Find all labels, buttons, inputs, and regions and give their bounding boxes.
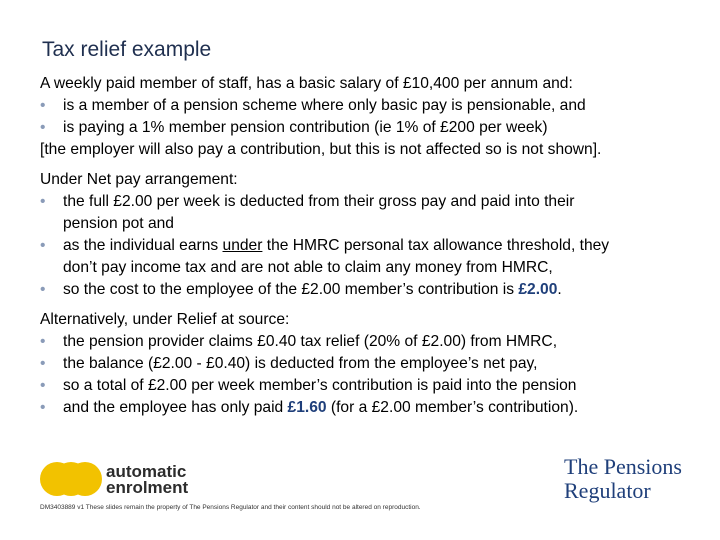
list-item-text: pension pot and: [63, 215, 174, 232]
list-item-text: .: [557, 281, 562, 298]
list-item: [40, 353, 700, 375]
bullet-icon: •: [40, 119, 46, 136]
list-item-text: don’t pay income tax and are not able to claim any money from HMRC,: [63, 259, 553, 276]
pensions-regulator-logo: [564, 455, 682, 503]
intro-paragraph: [40, 73, 700, 161]
circles-icon: [40, 460, 104, 500]
list-item-text: so a total of £2.00 per week member’s contribution is paid into the pension: [63, 377, 577, 394]
automatic-enrolment-logo: [40, 460, 188, 500]
intro-line: A weekly paid member of staff, has a basic salary of £10,400 per annum and:: [40, 75, 573, 92]
list-item-text: and the employee has only paid: [63, 399, 288, 416]
list-item: [40, 95, 700, 117]
slide-content: [40, 73, 700, 427]
list-item: [40, 117, 700, 139]
bullet-icon: •: [40, 193, 46, 210]
bullet-icon: •: [40, 97, 46, 114]
underlined-word: under: [222, 237, 263, 254]
list-item: [40, 397, 700, 419]
list-item: [40, 331, 700, 353]
list-item: [40, 375, 700, 397]
list-item-text: (for a £2.00 member’s contribution).: [326, 399, 579, 416]
logo-text: Regulator: [564, 478, 651, 503]
list-item-text: so the cost to the employee of the £2.00 member’s contribution is: [63, 281, 519, 298]
bullet-icon: •: [40, 281, 46, 298]
logo-text: automatic: [106, 462, 187, 481]
list-item: [40, 191, 700, 235]
logo-text: The Pensions: [564, 454, 682, 479]
bullet-icon: •: [40, 399, 46, 416]
list-item: [40, 279, 700, 301]
list-item-text: the HMRC personal tax allowance threshold, they: [262, 237, 610, 254]
relief-heading: Alternatively, under Relief at source:: [40, 311, 290, 328]
bullet-icon: •: [40, 333, 46, 350]
highlighted-amount: £1.60: [287, 399, 327, 416]
logo-text: enrolment: [106, 478, 189, 497]
relief-at-source-paragraph: [40, 309, 700, 419]
slide-title: Tax relief example: [42, 38, 212, 61]
bullet-icon: •: [40, 237, 46, 254]
list-item-text: is a member of a pension scheme where only basic pay is pensionable, and: [63, 97, 586, 114]
list-item-text: the pension provider claims £0.40 tax relief (20% of £2.00) from HMRC,: [63, 333, 558, 350]
bullet-icon: •: [40, 355, 46, 372]
bullet-icon: •: [40, 377, 46, 394]
net-pay-heading: Under Net pay arrangement:: [40, 171, 238, 188]
highlighted-amount: £2.00: [518, 281, 558, 298]
net-pay-paragraph: [40, 169, 700, 301]
intro-note: [the employer will also pay a contribution, but this is not affected so is not shown].: [40, 141, 602, 158]
list-item-text: the full £2.00 per week is deducted from their gross pay and paid into their: [63, 193, 575, 210]
list-item-text: is paying a 1% member pension contribution (ie 1% of £200 per week): [63, 119, 548, 136]
footer-disclaimer: DM3403889 v1 These slides remain the property of The Pensions Regulator and their content should not be altered on reproduction.: [40, 504, 421, 511]
list-item: [40, 235, 700, 279]
list-item-text: as the individual earns: [63, 237, 223, 254]
list-item-text: the balance (£2.00 - £0.40) is deducted from the employee’s net pay,: [63, 355, 538, 372]
